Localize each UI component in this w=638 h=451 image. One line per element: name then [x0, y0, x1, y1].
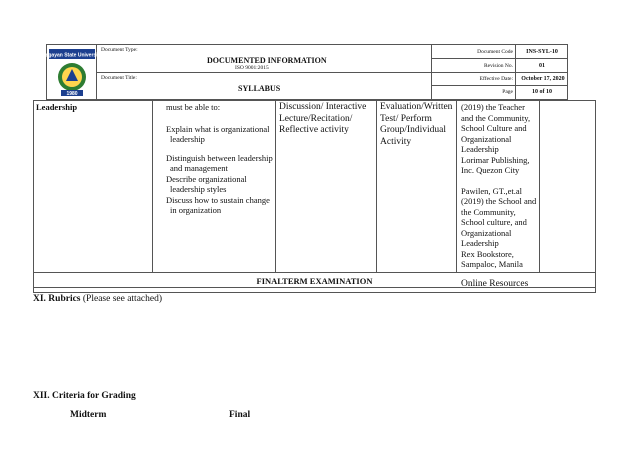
rubrics-section — [33, 294, 162, 306]
iso-standard: ISO 9001:2015 — [235, 65, 269, 71]
rubrics-heading: XI. Rubrics — [33, 294, 81, 304]
reference-item: Lorimar Publishing, Inc. Quezon City — [461, 154, 530, 175]
rubrics-note: (Please see attached) — [82, 294, 163, 304]
finalterm-examination-row: FINALTERM EXAMINATION — [256, 276, 373, 286]
syllabus-title: SYLLABUS — [238, 84, 281, 93]
column-divider — [275, 101, 276, 272]
effective-date-label: Effective Date: — [479, 76, 513, 82]
reference-item: Online Resources — [461, 278, 529, 289]
page-value: 10 of 10 — [532, 89, 552, 95]
reference-item: (2019) the Teacher and the Community, School Culture and Organizational Leadership — [461, 102, 531, 154]
university-seal-icon — [41, 45, 103, 99]
documented-information-title: DOCUMENTED INFORMATION — [207, 56, 327, 65]
header-divider — [97, 72, 481, 73]
university-logo — [41, 45, 103, 99]
final-label: Final — [229, 410, 251, 420]
document-header — [41, 44, 568, 100]
topic-cell: Leadership — [36, 102, 78, 112]
learning-activity-cell: Discussion/ Interactive Lecture/Recitation/ Reflective activity — [279, 102, 367, 135]
document-title-label: Document Title: — [101, 75, 137, 81]
outcome-item: Explain what is organizational leadership — [166, 123, 270, 144]
document-code-label: Document Code — [477, 49, 513, 55]
midterm-label: Midterm — [70, 410, 107, 420]
page-label: Page — [502, 89, 513, 95]
svg-text:Cagayan State University: Cagayan State University — [41, 52, 103, 59]
outcome-item: Distinguish between leadership and management — [166, 152, 273, 173]
reference-item: Rex Bookstore, Sampaloc, Manila — [461, 248, 523, 269]
assessment-cell: Evaluation/Written Test/ Perform Group/Individual Activity — [380, 102, 453, 147]
references-cell — [461, 102, 537, 289]
outcome-item: Describe organizational leadership styles — [166, 173, 247, 194]
column-divider — [539, 101, 540, 272]
syllabus-table — [33, 100, 596, 293]
outcomes-intro: must be able to: — [166, 102, 221, 112]
learning-outcomes-cell — [166, 102, 274, 216]
revision-value: 01 — [539, 63, 545, 69]
reference-item: Pawilen, GT.,et.al (2019) the School and the Community, School culture, and Organizational Leadership — [461, 185, 537, 248]
outcome-item: Discuss how to sustain change in organization — [166, 194, 270, 215]
column-divider — [376, 101, 377, 272]
document-type-label: Document Type: — [101, 47, 138, 53]
svg-text:1980: 1980 — [66, 91, 78, 97]
effective-date-value: October 17, 2020 — [521, 76, 565, 82]
criteria-heading: XII. Criteria for Grading — [33, 391, 136, 401]
revision-label: Revision No. — [483, 63, 513, 69]
document-code-value: INS-SYL-10 — [526, 49, 558, 55]
meta-row-divider — [431, 85, 568, 86]
meta-row-divider — [431, 58, 568, 59]
column-divider — [456, 101, 457, 272]
column-divider — [152, 101, 153, 272]
meta-row-divider — [431, 72, 568, 73]
